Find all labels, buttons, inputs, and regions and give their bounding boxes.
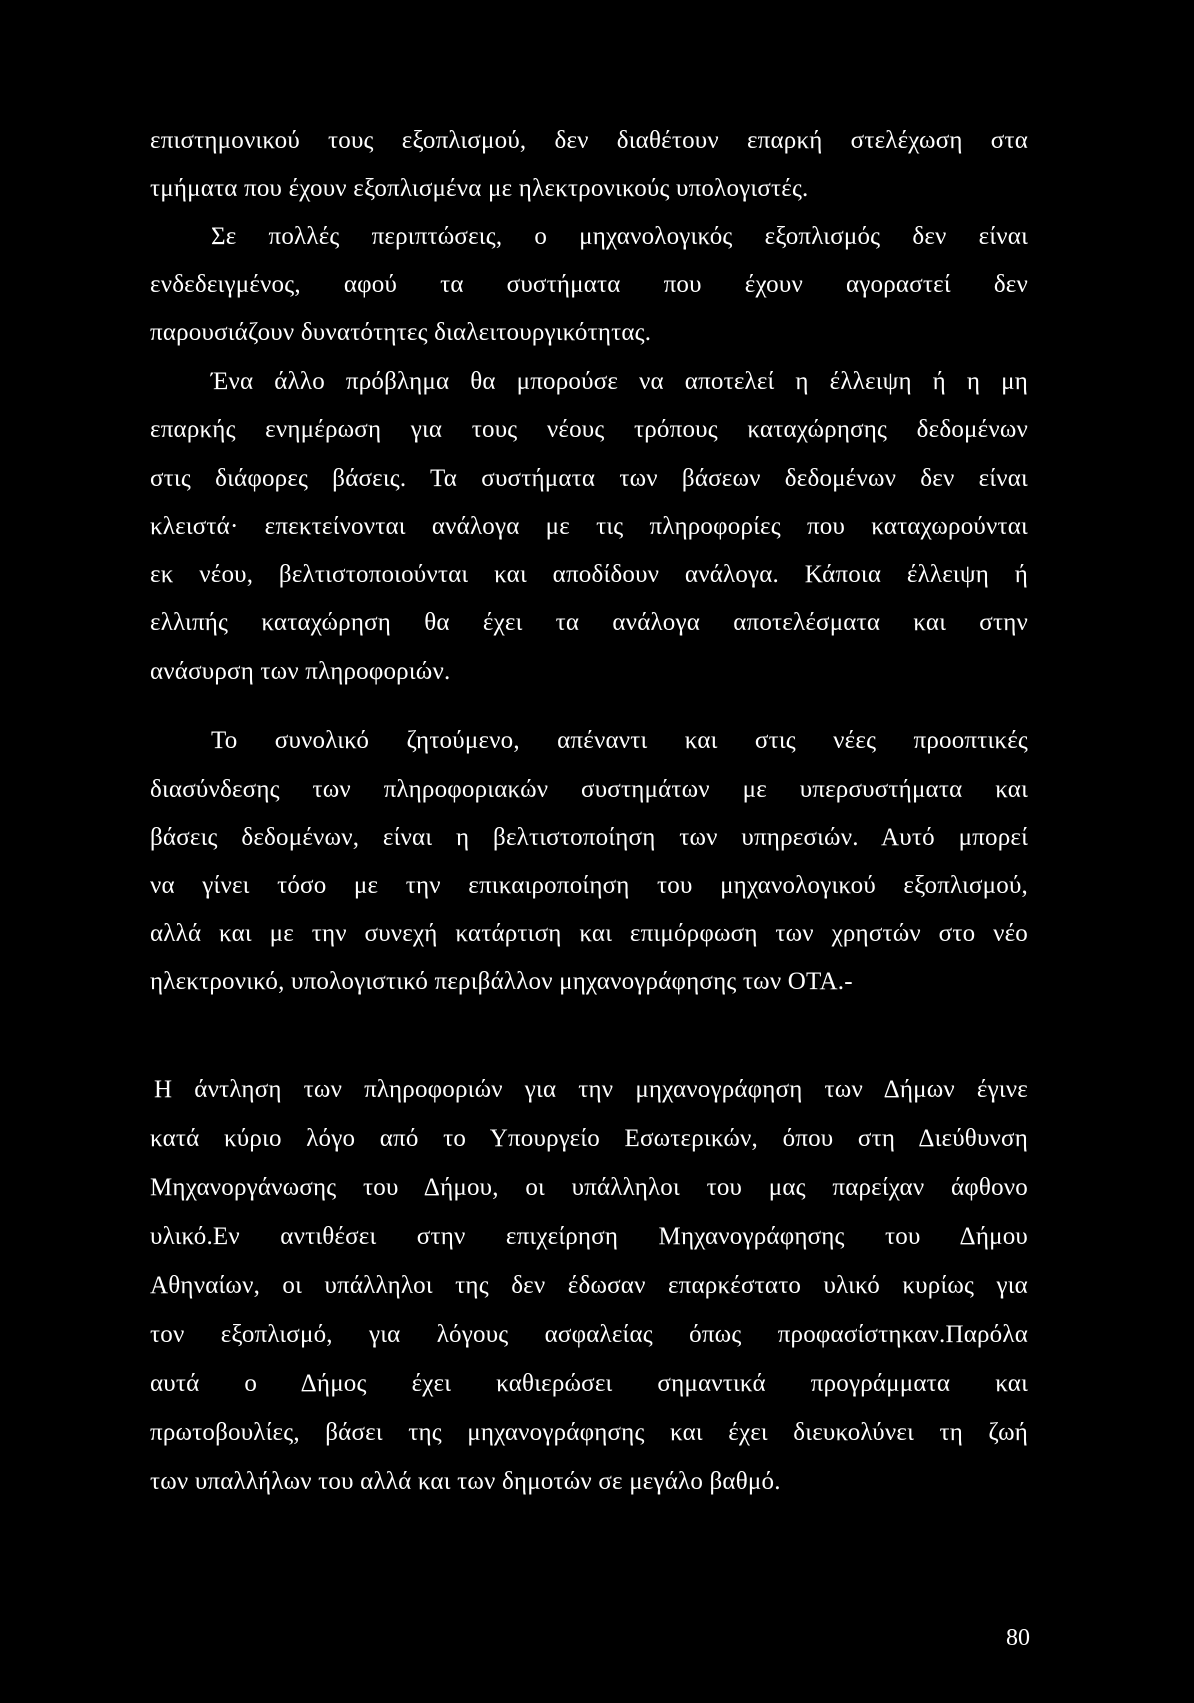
text-line: παρουσιάζουν δυνατότητες διαλειτουργικότητας. bbox=[150, 319, 652, 346]
text-line: Αθηναίων, οι υπάλληλοι της δεν έδωσαν επαρκέστατο υλικό κυρίως για bbox=[150, 1272, 1028, 1299]
text-line: Το συνολικό ζητούμενο, απέναντι και στις νέες προοπτικές bbox=[211, 727, 1028, 754]
text-line: Ένα άλλο πρόβλημα θα μπορούσε να αποτελεί η έλλειψη ή η μη bbox=[211, 368, 1028, 395]
text-line: Μηχανοργάνωσης του Δήμου, οι υπάλληλοι του μας παρείχαν άφθονο bbox=[150, 1174, 1028, 1201]
text-line: βάσεις δεδομένων, είναι η βελτιστοποίηση των υπηρεσιών. Αυτό μπορεί bbox=[150, 824, 1028, 851]
text-line: αυτά ο Δήμος έχει καθιερώσει σημαντικά προγράμματα και bbox=[150, 1370, 1028, 1397]
text-line: τον εξοπλισμό, για λόγους ασφαλείας όπως προφασίστηκαν.Παρόλα bbox=[150, 1321, 1028, 1348]
text-line: Η άντληση των πληροφοριών για την μηχανογράφηση των Δήμων έγινε bbox=[154, 1076, 1028, 1103]
text-line: αλλά και με την συνεχή κατάρτιση και επιμόρφωση των χρηστών στο νέο bbox=[150, 920, 1028, 947]
text-line: των υπαλλήλων του αλλά και των δημοτών σε μεγάλο βαθμό. bbox=[150, 1468, 781, 1495]
text-line: Σε πολλές περιπτώσεις, ο μηχανολογικός εξοπλισμός δεν είναι bbox=[211, 223, 1028, 250]
text-line: να γίνει τόσο με την επικαιροποίηση του μηχανολογικού εξοπλισμού, bbox=[150, 872, 1028, 899]
text-line: εκ νέου, βελτιστοποιούνται και αποδίδουν ανάλογα. Κάποια έλλειψη ή bbox=[150, 561, 1028, 588]
text-line: τμήματα που έχουν εξοπλισμένα με ηλεκτρονικούς υπολογιστές. bbox=[150, 175, 809, 202]
text-line: ηλεκτρονικό, υπολογιστικό περιβάλλον μηχανογράφησης των ΟΤΑ.- bbox=[150, 968, 853, 995]
text-line: στις διάφορες βάσεις. Τα συστήματα των βάσεων δεδομένων δεν είναι bbox=[150, 465, 1028, 492]
text-line: ενδεδειγμένος, αφού τα συστήματα που έχουν αγοραστεί δεν bbox=[150, 271, 1028, 298]
text-line: διασύνδεσης των πληροφοριακών συστημάτων με υπερσυστήματα και bbox=[150, 776, 1028, 803]
text-line: πρωτοβουλίες, βάσει της μηχανογράφησης και έχει διευκολύνει τη ζωή bbox=[150, 1419, 1028, 1446]
text-line: ελλιπής καταχώρηση θα έχει τα ανάλογα αποτελέσματα και στην bbox=[150, 609, 1028, 636]
text-line: υλικό.Εν αντιθέσει στην επιχείρηση Μηχανογράφησης του Δήμου bbox=[150, 1223, 1028, 1250]
text-line: κλειστά· επεκτείνονται ανάλογα με τις πληροφορίες που καταχωρούνται bbox=[150, 513, 1028, 540]
text-line: επαρκής ενημέρωση για τους νέους τρόπους καταχώρησης δεδομένων bbox=[150, 416, 1028, 443]
text-line: επιστημονικού τους εξοπλισμού, δεν διαθέτουν επαρκή στελέχωση στα bbox=[150, 127, 1028, 154]
page-number: 80 bbox=[1006, 1625, 1030, 1651]
text-line: ανάσυρση των πληροφοριών. bbox=[150, 658, 451, 685]
text-line: κατά κύριο λόγο από το Υπουργείο Εσωτερικών, όπου στη Διεύθυνση bbox=[150, 1125, 1028, 1152]
